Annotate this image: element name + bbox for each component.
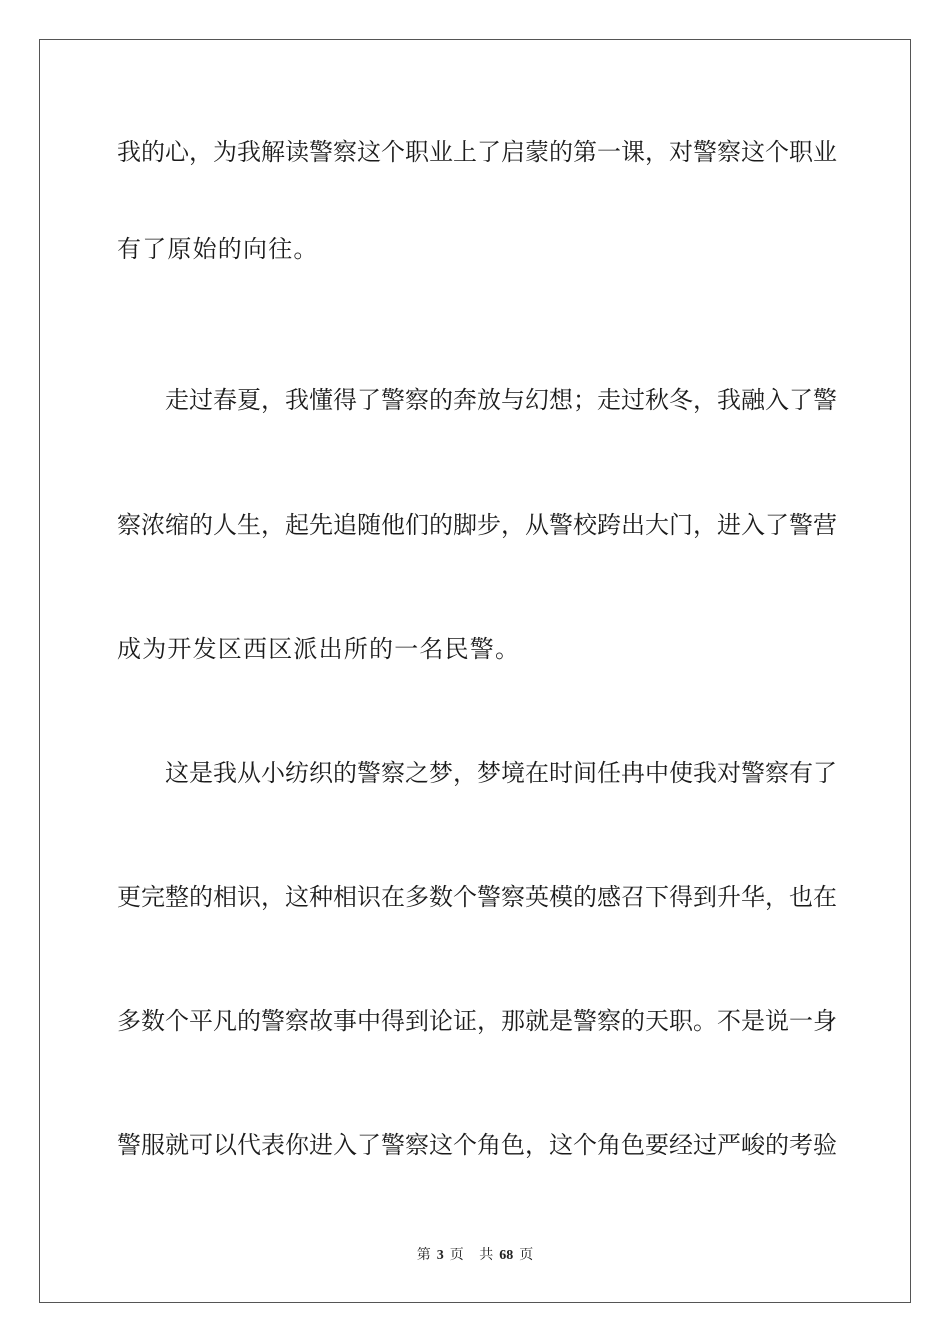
text-line-1: 我的心，为我解读警察这个职业上了启蒙的第一课，对警察这个职业 <box>117 138 837 166</box>
text-line-9: 警服就可以代表你进入了警察这个角色，这个角色要经过严峻的考验 <box>117 1131 837 1159</box>
page-indicator <box>414 1248 467 1263</box>
total-suffix: 页 <box>519 1248 534 1263</box>
page-suffix: 页 <box>449 1248 464 1263</box>
text-line-2: 有了原始的向往。 <box>117 235 319 263</box>
text-line-5: 成为开发区西区派出所的一名民警。 <box>117 635 521 663</box>
total-prefix: 共 <box>479 1248 494 1263</box>
page-footer <box>0 1247 950 1265</box>
total-pages: 68 <box>499 1248 514 1263</box>
text-line-8: 多数个平凡的警察故事中得到论证，那就是警察的天职。不是说一身 <box>117 1007 837 1035</box>
page-number: 3 <box>436 1248 444 1263</box>
total-pages-indicator <box>476 1248 536 1263</box>
text-line-7: 更完整的相识，这种相识在多数个警察英模的感召下得到升华，也在 <box>117 883 837 911</box>
page-prefix: 第 <box>416 1248 431 1263</box>
page-border <box>39 39 911 1303</box>
text-line-3: 走过春夏，我懂得了警察的奔放与幻想；走过秋冬，我融入了警 <box>165 386 837 414</box>
text-line-6: 这是我从小纺织的警察之梦，梦境在时间任冉中使我对警察有了 <box>165 759 837 787</box>
text-line-4: 察浓缩的人生，起先追随他们的脚步，从警校跨出大门，进入了警营 <box>117 511 837 539</box>
